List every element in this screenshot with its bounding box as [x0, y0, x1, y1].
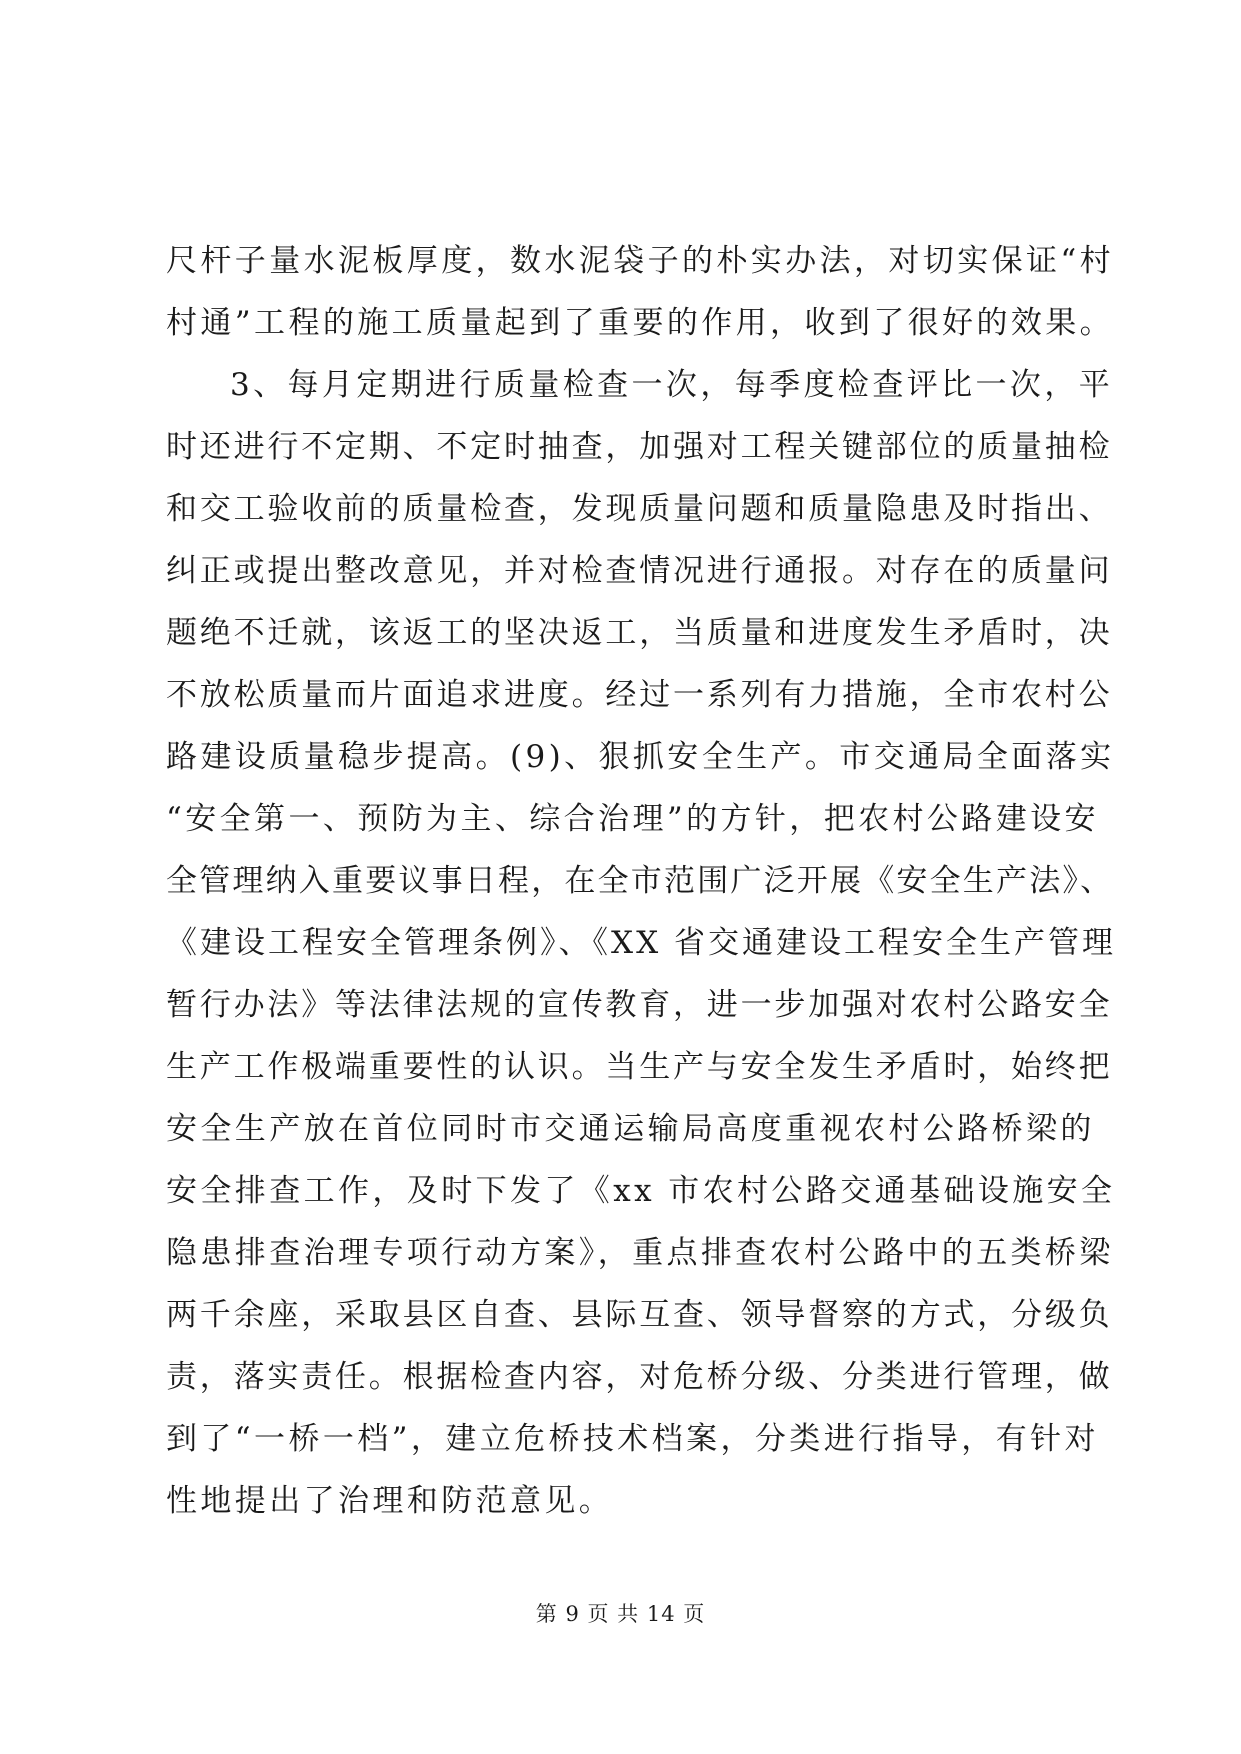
text-line-9: 路建设质量稳步提高。(9)、狠抓安全生产。市交通局全面落实	[166, 739, 1115, 775]
text-line-20: 到了“一桥一档”，建立危桥技术档案，分类进行指导，有针对	[166, 1421, 1099, 1457]
text-line-3: 3、每月定期进行质量检查一次，每季度检查评比一次，平	[230, 367, 1114, 403]
body-text	[166, 230, 1116, 1532]
text-line-1: 尺杆子量水泥板厚度，数水泥袋子的朴实办法，对切实保证“村	[166, 243, 1115, 279]
text-line-14: 生产工作极端重要性的认识。当生产与安全发生矛盾时，始终把	[166, 1049, 1113, 1085]
text-line-4: 时还进行不定期、不定时抽查，加强对工程关键部位的质量抽检	[166, 429, 1113, 465]
text-line-7: 题绝不迁就，该返工的坚决返工，当质量和进度发生矛盾时，决	[166, 615, 1113, 651]
text-line-12: 《建设工程安全管理条例》、《XX 省交通建设工程安全生产管理	[166, 925, 1116, 961]
text-line-5: 和交工验收前的质量检查，发现质量问题和质量隐患及时指出、	[166, 491, 1113, 527]
text-line-21: 性地提出了治理和防范意见。	[166, 1483, 614, 1519]
text-line-2: 村通”工程的施工质量起到了重要的作用，收到了很好的效果。	[166, 305, 1115, 341]
text-line-13: 暂行办法》等法律法规的宣传教育，进一步加强对农村公路安全	[166, 987, 1113, 1023]
text-line-6: 纠正或提出整改意见，并对检查情况进行通报。对存在的质量问	[166, 553, 1113, 589]
page-footer: 第 9 页 共 14 页	[535, 1602, 706, 1626]
text-line-8: 不放松质量而片面追求进度。经过一系列有力措施，全市农村公	[166, 677, 1113, 713]
text-line-15: 安全生产放在首位同时市交通运输局高度重视农村公路桥梁的	[166, 1111, 1095, 1147]
text-line-16: 安全排查工作，及时下发了《xx 市农村公路交通基础设施安全	[166, 1173, 1116, 1209]
text-line-10: “安全第一、预防为主、综合治理”的方针，把农村公路建设安	[166, 801, 1099, 837]
text-line-18: 两千余座，采取县区自查、县际互查、领导督察的方式，分级负	[166, 1297, 1113, 1333]
text-line-11: 全管理纳入重要议事日程，在全市范围广泛开展《安全生产法》、	[166, 863, 1114, 899]
text-line-17: 隐患排查治理专项行动方案》，重点排查农村公路中的五类桥梁	[166, 1235, 1114, 1271]
text-line-19: 责，落实责任。根据检查内容，对危桥分级、分类进行管理，做	[166, 1359, 1113, 1395]
